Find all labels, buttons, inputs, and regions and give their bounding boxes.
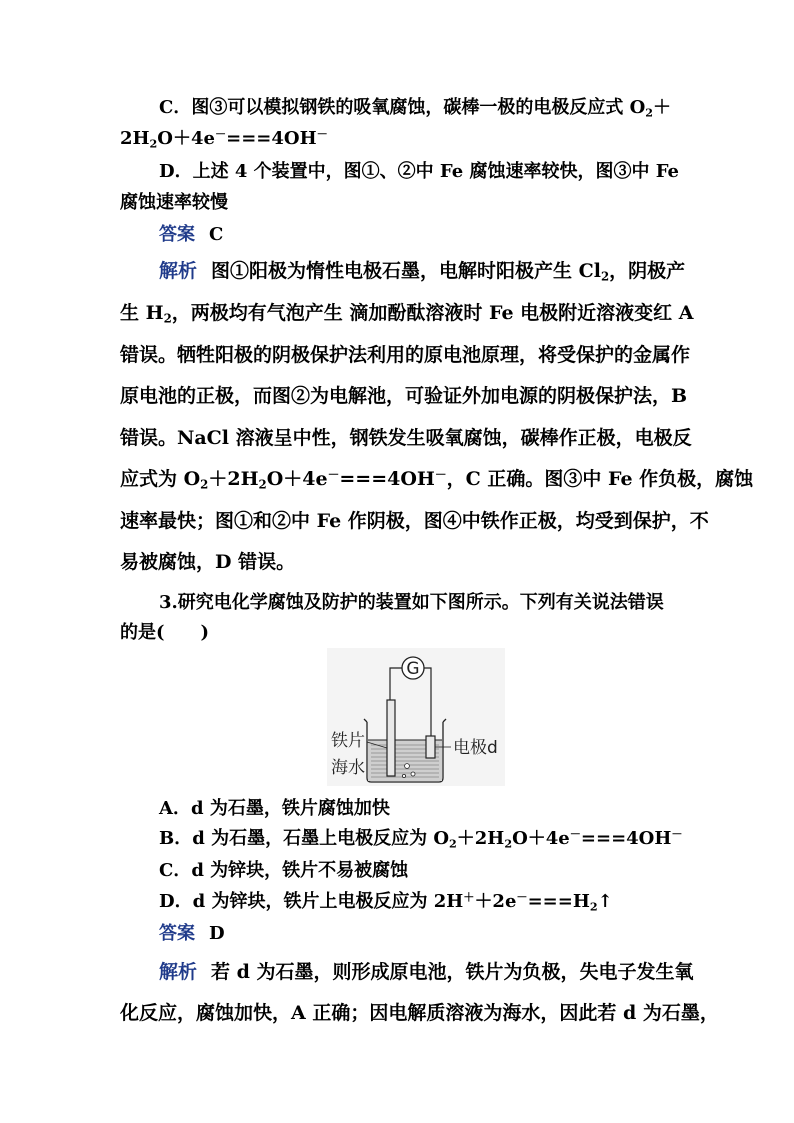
question-3-option-a: A．d 为石墨，铁片腐蚀加快 [159,798,390,819]
iron-plate [387,700,395,776]
question-3-stem-line2: 的是( ) [120,622,210,643]
prev-option-d-line1: D．上述 4 个装置中，图①、②中 Fe 腐蚀速率较快，图③中 Fe [159,161,679,182]
question-3-stem-line1: 3.研究电化学腐蚀及防护的装置如下图所示。下列有关说法错误 [159,592,664,613]
question-3-option-b: B．d 为石墨，石墨上电极反应为 $O_2+2H_2O+4e^-===4OH^-$ [159,827,683,851]
electrode-d [426,736,435,758]
label-electrode-d: 电极d [453,738,498,758]
explanation-1-line8: 易被腐蚀，D 错误。 [120,551,296,573]
prev-option-c-line2: $2H_2O+4e^-===4OH^-$ [120,127,328,151]
question-3-option-d: D．d 为锌块，铁片上电极反应为 $2H^++2e^-===H_2↑$ [159,890,613,914]
question-3-option-c: C．d 为锌块，铁片不易被腐蚀 [159,860,409,881]
prev-option-d-line2: 腐蚀速率较慢 [120,192,228,213]
galvanometer-label: G [406,659,420,679]
explanation-1-line5: 错误。NaCl 溶液呈中性，钢铁发生吸氧腐蚀，碳棒作正极，电极反 [120,427,692,449]
answer-value: D [209,923,225,944]
explanation-2-line2: 化反应，腐蚀加快，A 正确；因电解质溶液为海水，因此若 d 为石墨， [120,1002,719,1024]
answer-2 [159,925,225,943]
explanation-label: 解析 [159,961,198,983]
label-iron-plate: 铁片 [331,731,365,751]
explanation-label: 解析 [159,260,198,282]
answer-label: 答案 [159,923,195,944]
answer-1 [159,226,223,244]
explanation-2-line1: 解析 若 d 为石墨，则形成原电池，铁片为负极，失电子发生氧 [159,961,694,983]
answer-label: 答案 [159,224,195,245]
electrochemistry-apparatus-figure [327,648,505,786]
explanation-1-line3: 错误。牺牲阳极的阴极保护法利用的原电池原理，将受保护的金属作 [120,344,691,366]
explanation-1-line6: 应式为 $O_2+2H_2O+4e^-===4OH^-$，C 正确。图③中 Fe 作负极，腐蚀 [120,467,754,492]
explanation-1-line2: 生 $H_2$，两极均有气泡产生 滴加酚酞溶液时 Fe 电极附近溶液变红 A [120,302,694,326]
explanation-1-line1: 解析 图①阳极为惰性电极石墨，电解时阳极产生 $Cl_2$，阴极产 [159,260,686,284]
label-seawater: 海水 [331,758,365,778]
prev-option-c-line1: C．图③可以模拟钢铁的吸氧腐蚀，碳棒一极的电极反应式 $O_2+$ [159,97,672,120]
explanation-1-line4: 原电池的正极，而图②为电解池，可验证外加电源的阴极保护法，B [120,385,688,407]
explanation-1-line7: 速率最快；图①和②中 Fe 作阴极，图④中铁作正极，均受到保护，不 [120,510,709,532]
answer-value: C [209,224,224,245]
